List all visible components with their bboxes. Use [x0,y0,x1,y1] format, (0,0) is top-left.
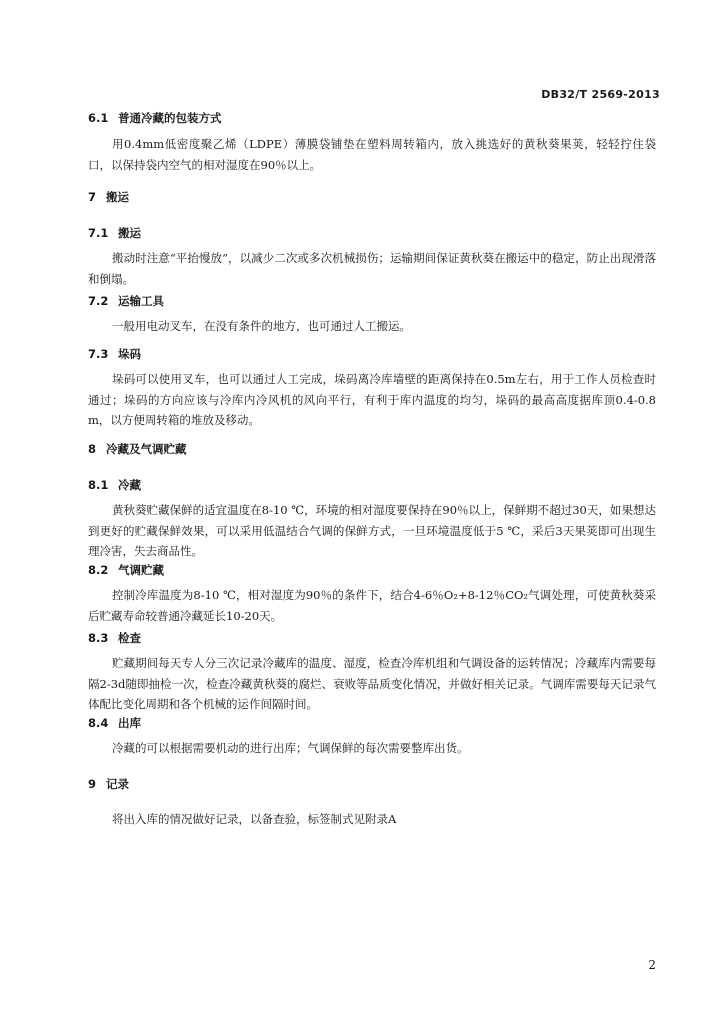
heading-9 [88,777,129,791]
section-number: 7.2 [88,294,109,308]
heading-8-3 [88,631,141,645]
section-number: 7 [88,190,97,204]
paragraph-8-4: 冷藏的可以根据需要机动的进行出库；气调保鲜的每次需要整库出货。 [112,741,469,755]
paragraph-7-2: 一般用电动叉车，在没有条件的地方，也可通过人工搬运。 [112,319,411,333]
heading-7-3 [88,347,141,361]
page-number: 2 [648,958,656,972]
paragraph-7-3: 垛码可以使用叉车，也可以通过人工完成，垛码离冷库墙壁的距离保持在0.5m左右，用于工作人员检查时通过；垛码的方向应该与冷库内冷风机的风向平行，有利于库内温度的均匀，垛码的最高高度据库顶0.4-0.8 m，以方便周转箱的堆放及移动。 [88,372,656,427]
section-number: 7.3 [88,347,109,361]
section-title: 记录 [106,777,129,791]
section-title: 冷藏及气调贮藏 [106,442,187,456]
heading-7-1 [88,226,141,240]
section-number: 8 [88,442,97,456]
heading-7 [88,190,129,204]
paragraph-8-2: 控制冷库温度为8-10 ℃，相对湿度为90％的条件下，结合4-6％O₂+8-12％CO₂气调处理，可使黄秋葵采后贮藏寿命较普通冷藏延长10-20天。 [88,588,656,623]
section-title: 出库 [118,716,141,730]
section-number: 9 [88,777,97,791]
heading-8-1 [88,478,141,492]
section-number: 7.1 [88,226,109,240]
section-title: 气调贮藏 [118,563,164,577]
section-number: 8.2 [88,563,109,577]
section-title: 搬运 [118,226,141,240]
section-title: 运输工具 [118,294,164,308]
section-title: 普通冷藏的包装方式 [118,111,222,125]
section-number: 8.3 [88,631,109,645]
section-title: 垛码 [118,347,141,361]
section-title: 搬运 [106,190,129,204]
heading-8-2 [88,563,164,577]
paragraph-8-3: 贮藏期间每天专人分三次记录冷藏库的温度、湿度，检查冷库机组和气调设备的运转情况；冷藏库内需要每隔2-3d随即抽检一次，检查冷藏黄秋葵的腐烂、衰败等品质变化情况，并做好相关记录。气调库需要每天记录气体配比变化周期和各个机械的运作间隔时间。 [88,656,656,711]
heading-6-1 [88,111,222,125]
paragraph-8-1: 黄秋葵贮藏保鲜的适宜温度在8-10 ℃，环境的相对湿度要保持在90％以上，保鲜期不超过30天，如果想达到更好的贮藏保鲜效果，可以采用低温结合气调的保鲜方式，一旦环境温度低于5 ℃，采后3天果荚即可出现生理冷害，失去商品性。 [88,503,656,558]
section-number: 6.1 [88,111,109,125]
paragraph-6-1: 用0.4mm低密度聚乙烯（LDPE）薄膜袋铺垫在塑料周转箱内，放入挑选好的黄秋葵果荚，轻轻拧住袋口，以保持袋内空气的相对湿度在90％以上。 [88,137,656,172]
heading-7-2 [88,294,164,308]
paragraph-9: 将出入库的情况做好记录，以备查验，标签制式见附录A [112,812,397,826]
section-title: 检查 [118,631,141,645]
section-title: 冷藏 [118,478,141,492]
section-number: 8.1 [88,478,109,492]
document-code: DB32/T 2569-2013 [541,88,660,101]
paragraph-7-1: 搬动时注意“平抬慢放”，以减少二次或多次机械损伤；运输期间保证黄秋葵在搬运中的稳定，防止出现滑落和倒塌。 [88,251,656,286]
heading-8 [88,442,187,456]
heading-8-4 [88,716,141,730]
section-number: 8.4 [88,716,109,730]
